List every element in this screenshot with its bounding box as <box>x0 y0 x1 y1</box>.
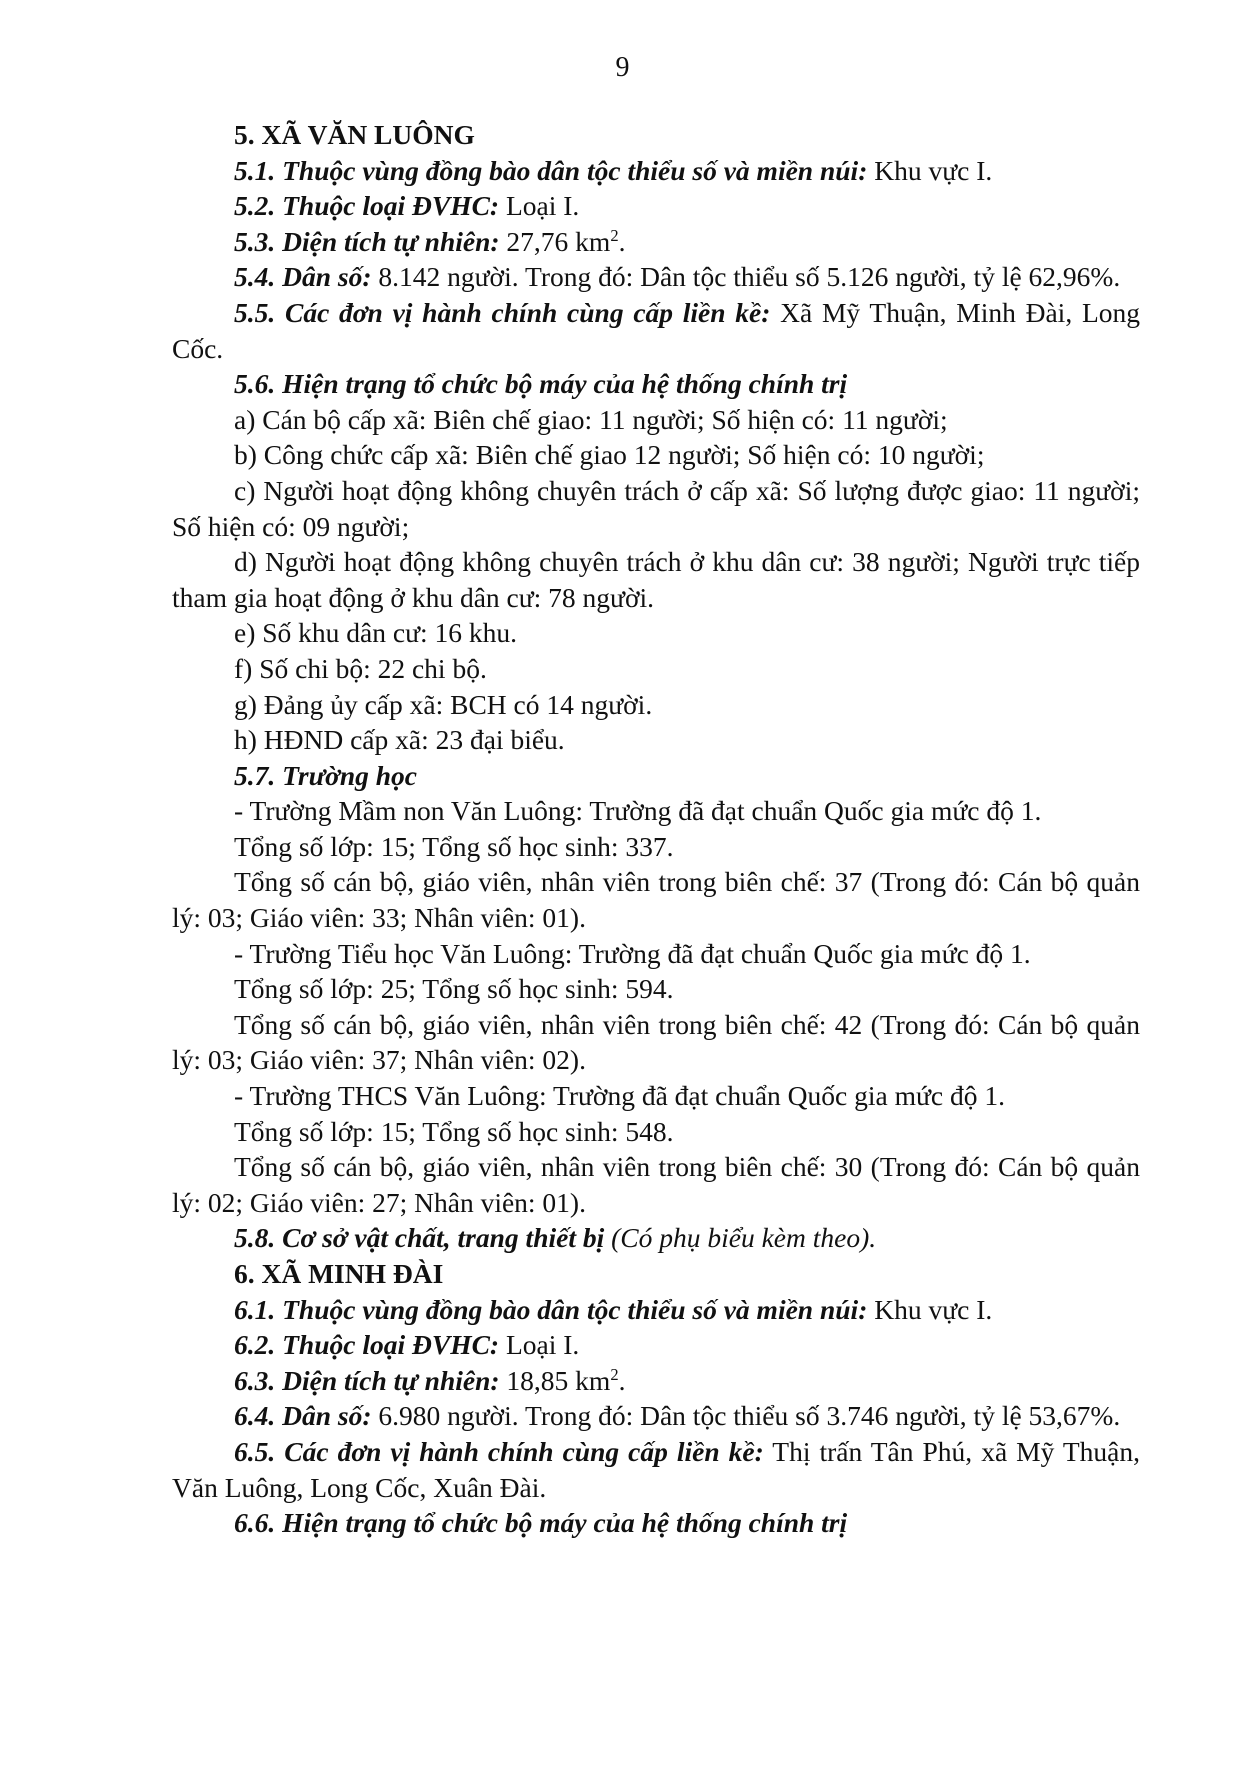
school-line: - Trường Tiểu học Văn Luông: Trường đã đạt chuẩn Quốc gia mức độ 1. <box>234 937 1031 969</box>
org-item-c: c) Người hoạt động không chuyên trách ở cấp xã: Số lượng được giao: 11 người; Số hiện có: 09 người; <box>172 474 1140 542</box>
school-line: Tổng số lớp: 25; Tổng số học sinh: 594. <box>234 973 674 1005</box>
section-5-2: 5.2. Thuộc loại ĐVHC: Loại I. <box>234 190 580 222</box>
section-5-4: 5.4. Dân số: 8.142 người. Trong đó: Dân tộc thiểu số 5.126 người, tỷ lệ 62,96%. <box>234 261 1121 293</box>
org-item-f: f) Số chi bộ: 22 chi bộ. <box>234 652 487 684</box>
school-line: Tổng số lớp: 15; Tổng số học sinh: 337. <box>234 830 674 862</box>
document-body <box>172 117 1140 1541</box>
section-5-3: 5.3. Diện tích tự nhiên: 27,76 $km^2$. <box>234 225 626 257</box>
section-6-4: 6.4. Dân số: 6.980 người. Trong đó: Dân tộc thiểu số 3.746 người, tỷ lệ 53,67%. <box>234 1400 1121 1432</box>
section-5-6: 5.6. Hiện trạng tổ chức bộ máy của hệ thống chính trị <box>234 368 848 400</box>
school-line: Tổng số cán bộ, giáo viên, nhân viên trong biên chế: 42 (Trong đó: Cán bộ quản lý: 03; Giáo viên: 37; Nhân viên: 02). <box>172 1008 1140 1076</box>
section-5-5: 5.5. Các đơn vị hành chính cùng cấp liền kề: Xã Mỹ Thuận, Minh Đài, Long Cốc. <box>172 296 1140 364</box>
school-line: - Trường Mầm non Văn Luông: Trường đã đạt chuẩn Quốc gia mức độ 1. <box>234 795 1042 827</box>
school-line: Tổng số cán bộ, giáo viên, nhân viên trong biên chế: 30 (Trong đó: Cán bộ quản lý: 02; Giáo viên: 27; Nhân viên: 01). <box>172 1151 1140 1218</box>
org-item-g: g) Đảng ủy cấp xã: BCH có 14 người. <box>234 688 653 720</box>
school-line: Tổng số lớp: 15; Tổng số học sinh: 548. <box>234 1115 674 1147</box>
org-item-a: a) Cán bộ cấp xã: Biên chế giao: 11 người; Số hiện có: 11 người; <box>234 403 948 435</box>
org-item-h: h) HĐND cấp xã: 23 đại biểu. <box>234 724 565 756</box>
section-5-heading: 5. XÃ VĂN LUÔNG <box>234 119 475 150</box>
section-6-6: 6.6. Hiện trạng tổ chức bộ máy của hệ thống chính trị <box>234 1507 848 1539</box>
org-item-b: b) Công chức cấp xã: Biên chế giao 12 người; Số hiện có: 10 người; <box>234 439 985 471</box>
section-6-heading: 6. XÃ MINH ĐÀI <box>234 1258 444 1289</box>
section-5-1: 5.1. Thuộc vùng đồng bào dân tộc thiểu số và miền núi: Khu vực I. <box>234 154 993 186</box>
org-item-e: e) Số khu dân cư: 16 khu. <box>234 617 517 649</box>
school-line: - Trường THCS Văn Luông: Trường đã đạt chuẩn Quốc gia mức độ 1. <box>234 1080 1005 1112</box>
section-6-1: 6.1. Thuộc vùng đồng bào dân tộc thiểu số và miền núi: Khu vực I. <box>234 1293 993 1325</box>
section-6-5: 6.5. Các đơn vị hành chính cùng cấp liền kề: Thị trấn Tân Phú, xã Mỹ Thuận, Văn Luông, Long Cốc, Xuân Đài. <box>172 1435 1140 1503</box>
page-number: 9 <box>615 52 630 83</box>
section-5-8: 5.8. Cơ sở vật chất, trang thiết bị (Có phụ biểu kèm theo). <box>234 1222 877 1254</box>
section-6-3: 6.3. Diện tích tự nhiên: 18,85 $km^2$. <box>234 1364 626 1396</box>
section-6-2: 6.2. Thuộc loại ĐVHC: Loại I. <box>234 1329 580 1361</box>
school-line: Tổng số cán bộ, giáo viên, nhân viên trong biên chế: 37 (Trong đó: Cán bộ quản lý: 03; Giáo viên: 33; Nhân viên: 01). <box>172 866 1140 934</box>
section-5-7: 5.7. Trường học <box>234 759 418 791</box>
org-item-d: d) Người hoạt động không chuyên trách ở khu dân cư: 38 người; Người trực tiếp tham gia hoạt động ở khu dân cư: 78 người. <box>172 546 1140 613</box>
